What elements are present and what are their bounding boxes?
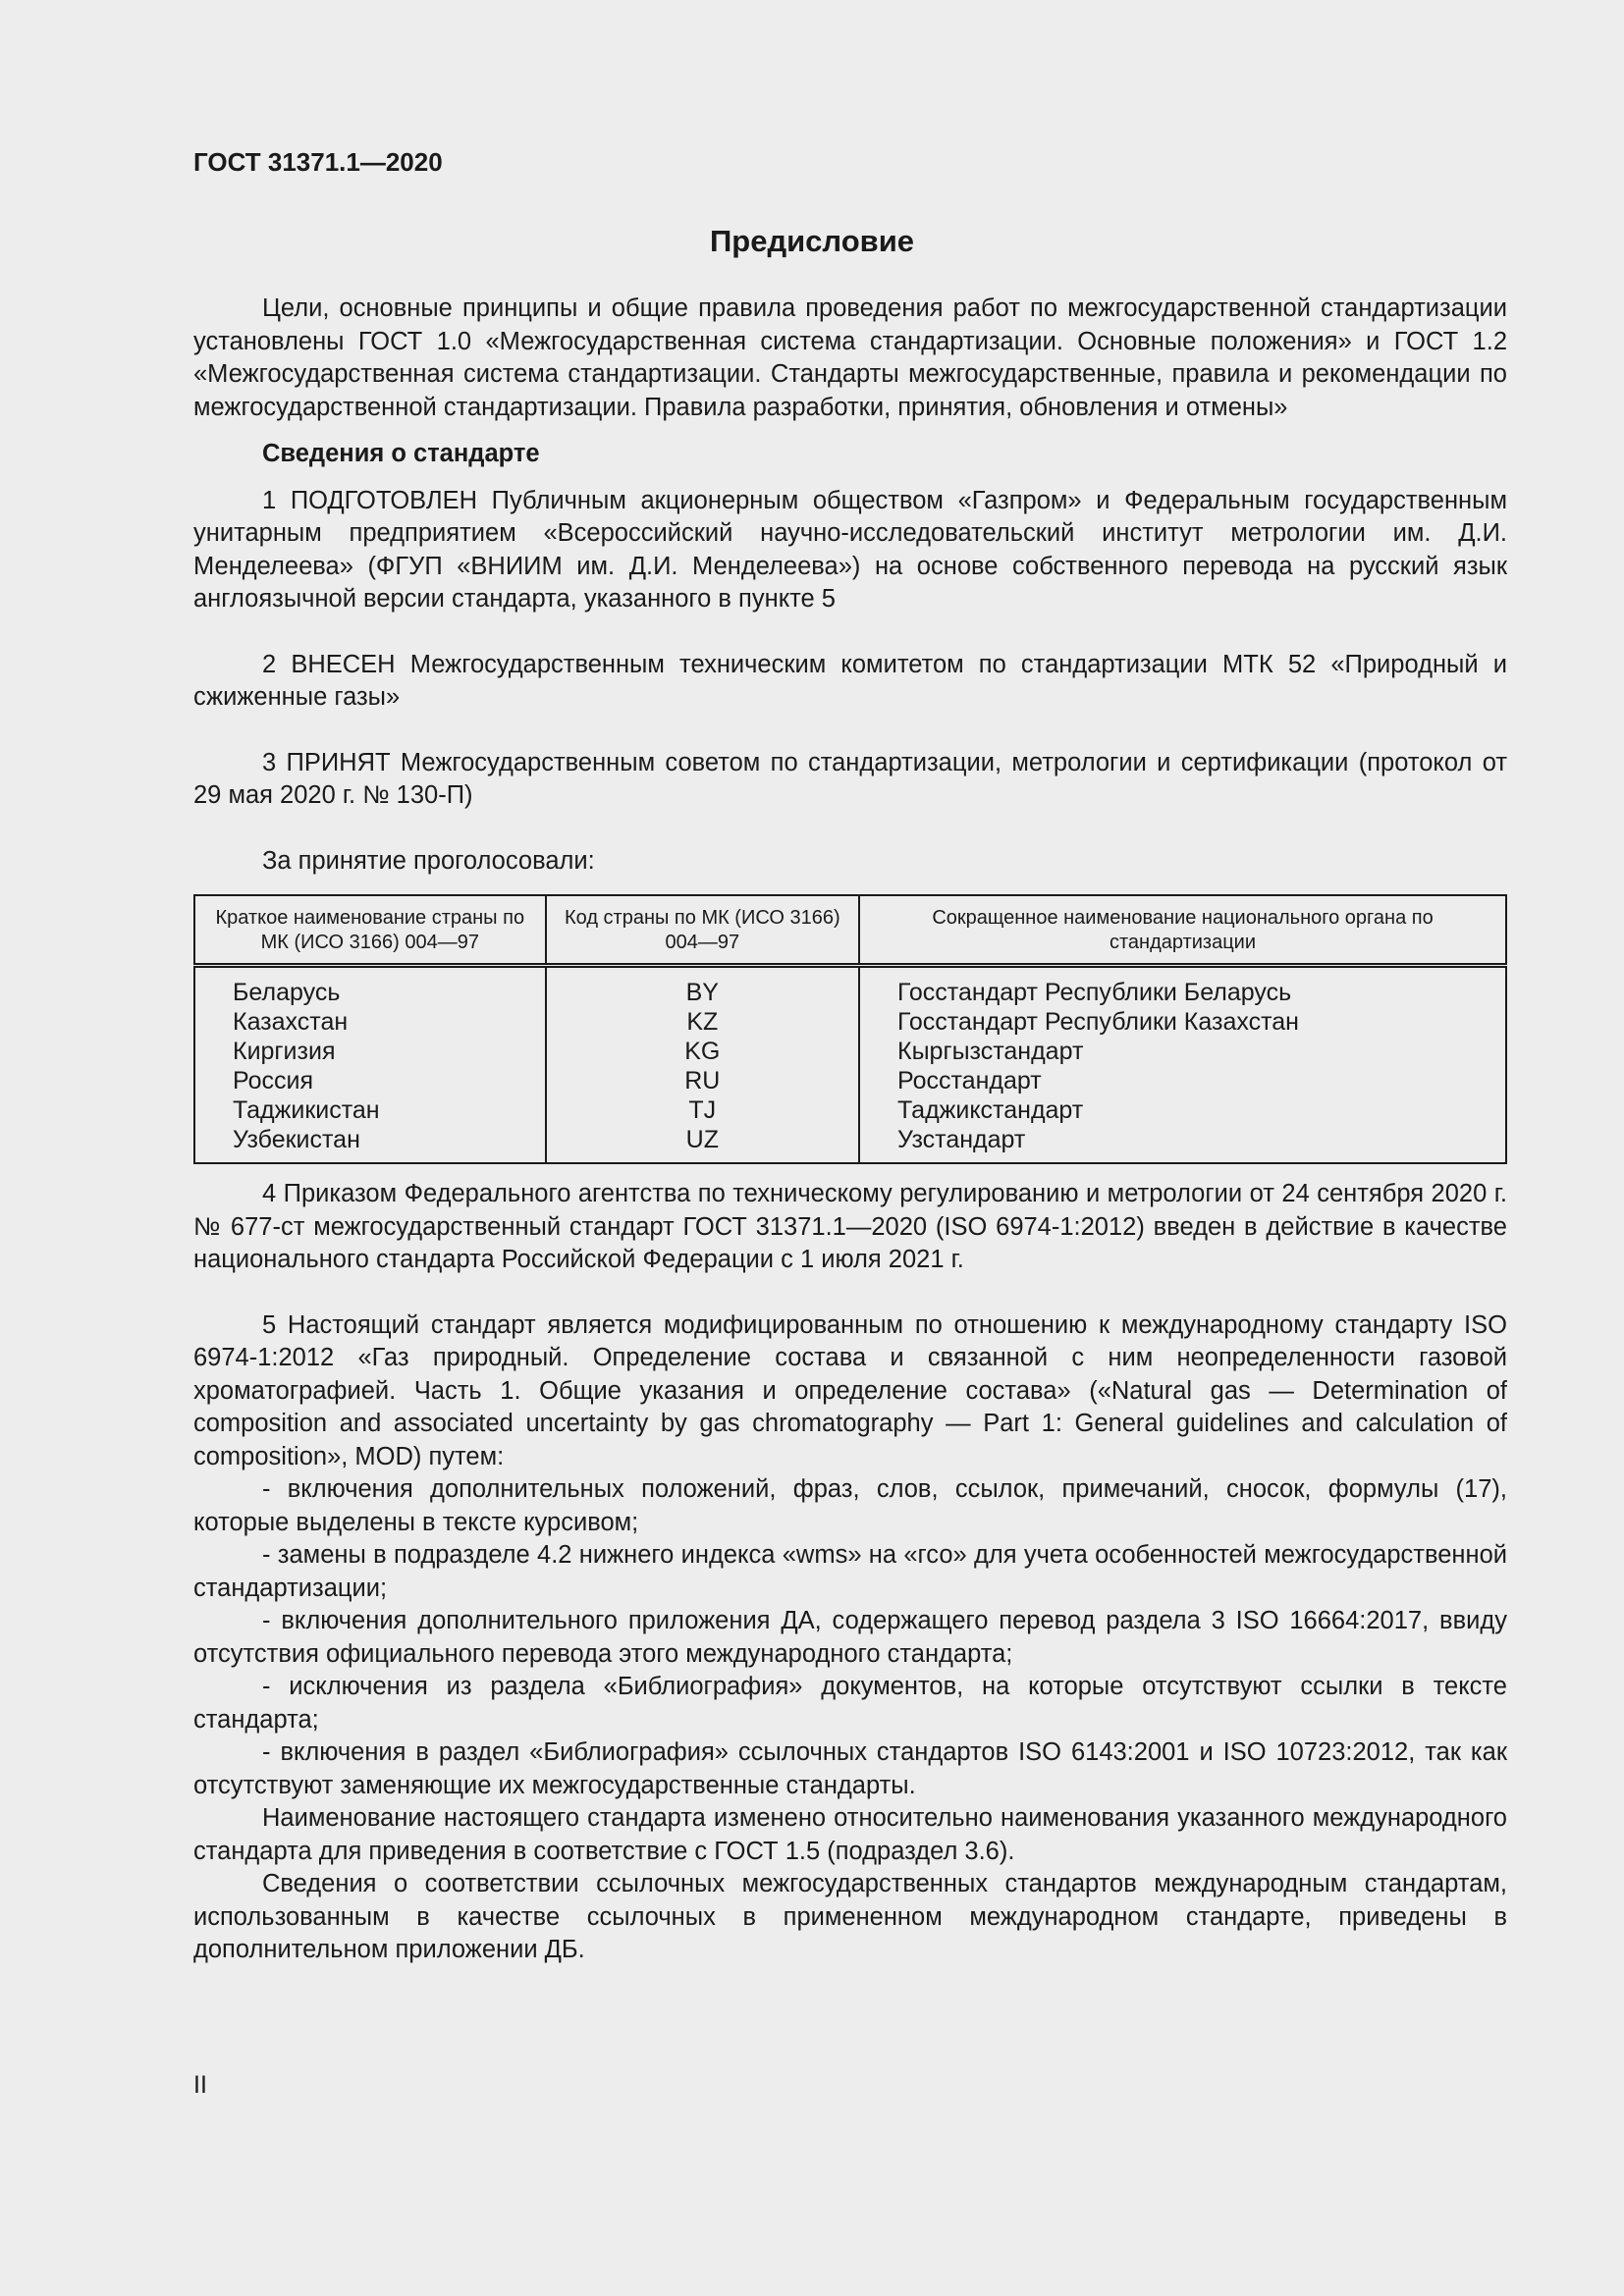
table-cell-body: Госстандарт Республики Казахстан xyxy=(859,1007,1506,1037)
table-cell-country: Беларусь xyxy=(194,966,546,1008)
table-row xyxy=(194,966,1506,1008)
section-subheading: Сведения о стандарте xyxy=(262,440,540,467)
table-cell-body: Таджикстандарт xyxy=(859,1095,1506,1125)
table-cell-country: Казахстан xyxy=(194,1007,546,1037)
table-cell-code: BY xyxy=(546,966,859,1008)
table-cell-code: TJ xyxy=(546,1095,859,1125)
modification-list xyxy=(193,1473,1507,1802)
table-header-code: Код страны по МК (ИСО 3166) 004—97 xyxy=(546,895,859,966)
table-row xyxy=(194,1037,1506,1066)
table-cell-body: Кыргызстандарт xyxy=(859,1037,1506,1066)
table-cell-country: Россия xyxy=(194,1066,546,1095)
list-item: - включения дополнительных положений, фраз, слов, ссылок, примечаний, сносок, формулы (17), которые выделены в тексте курсивом; xyxy=(193,1475,1507,1536)
name-change-paragraph: Наименование настоящего стандарта изменено относительно наименования указанного международного стандарта для приведения в соответствие с ГОСТ 1.5 (подраздел 3.6). xyxy=(193,1804,1507,1865)
table-row xyxy=(194,1095,1506,1125)
item-1-paragraph: 1 ПОДГОТОВЛЕН Публичным акционерным обществом «Газпром» и Федеральным государственным унитарным предприятием «Всероссийский научно-исследовательский институт метрологии им. Д.И. Менделеева» (ФГУП «ВНИИМ им. Д.И. Менделеева») на основе собственного перевода на русский язык англоязычной версии стандарта, указанного в пункте 5 xyxy=(193,486,1507,613)
item-3-paragraph: 3 ПРИНЯТ Межгосударственным советом по стандартизации, метрологии и сертификации (протокол от 29 мая 2020 г. № 130-П) xyxy=(193,748,1507,809)
intro-paragraph: Цели, основные принципы и общие правила проведения работ по межгосударственной стандартизации установлены ГОСТ 1.0 «Межгосударственная система стандартизации. Основные положения» и ГОСТ 1.2 «Межгосударственная система стандартизации. Стандарты межгосударственные, правила и рекомендации по межгосударственной стандартизации. Правила разработки, принятия, обновления и отмены» xyxy=(193,294,1507,421)
list-item: - включения в раздел «Библиография» ссылочных стандартов ISO 6143:2001 и ISO 10723:2012, так как отсутствуют заменяющие их межгосударственные стандарты. xyxy=(193,1738,1507,1799)
list-item: - замены в подразделе 4.2 нижнего индекса «wms» на «гсо» для учета особенностей межгосударственной стандартизации; xyxy=(193,1541,1507,1602)
voting-table xyxy=(193,894,1507,1164)
table-cell-code: KG xyxy=(546,1037,859,1066)
table-cell-country: Киргизия xyxy=(194,1037,546,1066)
table-cell-code: RU xyxy=(546,1066,859,1095)
table-header-body: Сокращенное наименование национального органа по стандартизации xyxy=(859,895,1506,966)
document-header: ГОСТ 31371.1—2020 xyxy=(193,147,443,177)
references-paragraph: Сведения о соответствии ссылочных межгосударственных стандартов международным стандартам, использованным в качестве ссылочных в примененном международном стандарте, приведены в дополнительном приложении ДБ. xyxy=(193,1870,1507,1963)
item-2-paragraph: 2 ВНЕСЕН Межгосударственным техническим комитетом по стандартизации МТК 52 «Природный и сжиженные газы» xyxy=(193,650,1507,711)
document-body xyxy=(193,293,1507,1967)
page-title: Предисловие xyxy=(709,224,914,258)
list-item: - исключения из раздела «Библиография» документов, на которые отсутствуют ссылки в тексте стандарта; xyxy=(193,1673,1507,1734)
table-header-country: Краткое наименование страны по МК (ИСО 3166) 004—97 xyxy=(194,895,546,966)
page-number: II xyxy=(193,2071,207,2099)
table-row xyxy=(194,1125,1506,1163)
list-item: - включения дополнительного приложения ДА, содержащего перевод раздела 3 ISO 16664:2017, ввиду отсутствия официального перевода этого международного стандарта; xyxy=(193,1607,1507,1668)
item-5-paragraph: 5 Настоящий стандарт является модифицированным по отношению к международному стандарту ISO 6974-1:2012 «Газ природный. Определение состава и связанной с ним неопределенности газовой хроматографией. Часть 1. Общие указания и определение состава» («Natural gas — Determination of composition and associated uncertainty by gas chromatography — Part 1: General guidelines and calculation of composition», MOD) путем: xyxy=(193,1310,1507,1470)
table-row xyxy=(194,1007,1506,1037)
table-cell-country: Узбекистан xyxy=(194,1125,546,1163)
table-cell-body: Узстандарт xyxy=(859,1125,1506,1163)
table-cell-country: Таджикистан xyxy=(194,1095,546,1125)
table-cell-code: KZ xyxy=(546,1007,859,1037)
table-header-row xyxy=(194,895,1506,966)
table-cell-body: Росстандарт xyxy=(859,1066,1506,1095)
table-cell-body: Госстандарт Республики Беларусь xyxy=(859,966,1506,1008)
table-cell-code: UZ xyxy=(546,1125,859,1163)
item-4-paragraph: 4 Приказом Федерального агентства по техническому регулированию и метрологии от 24 сентября 2020 г. № 677-ст межгосударственный стандарт ГОСТ 31371.1—2020 (ISO 6974-1:2012) введен в действие в качестве национального стандарта Российской Федерации с 1 июля 2021 г. xyxy=(193,1180,1507,1273)
table-row xyxy=(194,1066,1506,1095)
voted-label: За принятие проголосовали: xyxy=(262,846,595,875)
